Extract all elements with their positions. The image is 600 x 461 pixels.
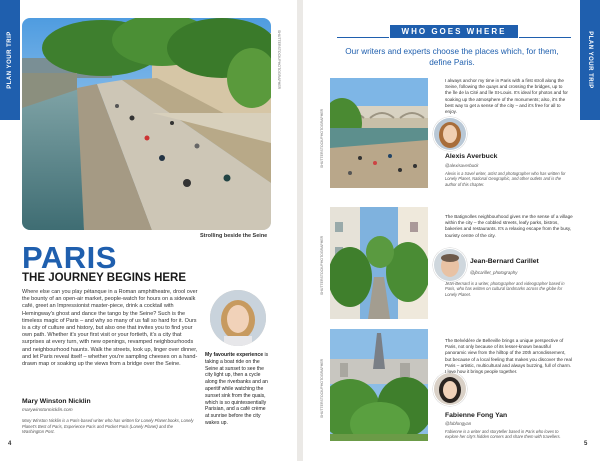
photo-credit: SHUTTERSTOCK/PHOTOGRAPHER — [320, 358, 324, 418]
person-text-alexis: I always anchor my time in Paris with a first stroll along the Seine, following the quays and crossing the bridges, up to the Île de la Cité and Île St-Louis. It's ideal for photos and for soaking up the atmosphere of the monuments; also, it's the best way to get a sense of the city – and it's free for all to enjoy. — [445, 78, 568, 115]
hero-photo-seine — [22, 18, 271, 230]
section-intro: Our writers and experts choose the places which, for them, define Paris. — [345, 47, 559, 67]
side-tab-right — [580, 0, 600, 120]
person-text-fabienne: The Belvédère de Belleville brings a unique perspective of Paris, not only because of its lesser-known beautiful panoramic view from the hilltop of the 20th arrondissement, but because of a local feeling that makes you discover the real Paris – artistic, multicultural and always buzzing, full of charm. I love how it brings people together. — [445, 338, 572, 375]
favourite-quote — [205, 352, 271, 427]
photo-batignolles-street — [330, 207, 428, 319]
side-tab-label: PLAN YOUR TRIP — [7, 31, 13, 89]
side-tab-left — [0, 0, 20, 120]
page-number-left: 4 — [8, 441, 12, 447]
side-tab-label: PLAN YOUR TRIP — [587, 31, 593, 89]
portrait-fabienne — [433, 372, 467, 406]
quote-label: My favourite experience — [205, 352, 264, 358]
person-bio-fabienne: Fabienne is a writer and storyteller based in Paris who loves to explore her city's hidden corners and share them with travellers. — [445, 429, 561, 440]
photo-credit: SHUTTERSTOCK/PHOTOGRAPHER — [320, 235, 324, 295]
person-site-jean-bernard: @jbcarillet_photography — [470, 270, 518, 275]
photo-belleville-view — [330, 329, 428, 441]
person-text-jean-bernard: The Batignolles neighbourhood gives me the sense of a village within the city – the cobbled streets, leafy parks, bistros, bakeries and restaurants. It's a relaxing escape from the busy, touristy centre of the city. — [445, 214, 573, 238]
page-title: PARIS — [22, 240, 117, 275]
photo-caption: Strolling beside the Seine — [200, 233, 268, 239]
page-subtitle: THE JOURNEY BEGINS HERE — [22, 272, 187, 284]
person-name-alexis: Alexis Averbuck — [445, 153, 498, 160]
photo-seine-quays — [330, 78, 428, 188]
person-bio-alexis: Alexis is a travel writer, artist and photographer who has written for Lonely Planet, National Geographic, and other outlets and is the author of this chapter. — [445, 171, 566, 187]
page-number-right: 5 — [584, 441, 588, 447]
intro-paragraph: Where else can you play pétanque in a Roman amphitheatre, drool over the bounty of an open-air market, people-watch for hours on a sidewalk café, greet an Impressionist master-piece, drink a cocktail with Hemingway's ghost and dance the tango by the Seine? Such is the timeless magic of Paris – and why so many of us fall so hard for it. Ours is a city of culture and history, but also one that invites you to find your own path. Whether it's your first visit or your fortieth, it's a city that surprises at every turn, with new openings, revamped neighbourhoods and neighbourhood haunts. Walk the streets, look up, linger over dinner, and let Paris reveal itself – whether you're sampling cheeses on a hand-drawn map or soaking up the views from a bridge over the Seine. — [22, 289, 198, 368]
section-heading: WHO GOES WHERE — [390, 25, 518, 38]
person-site-fabienne: @fabfongyan — [445, 421, 472, 426]
person-name-jean-bernard: Jean-Bernard Carillet — [470, 258, 539, 265]
heading-rule-left — [337, 37, 389, 38]
author-site: marywinstonnicklin.com — [22, 408, 73, 413]
author-bio: Mary Winston Nicklin is a Paris-based writer who has written for Lonely Planet books, Lonely Planet's Best of Paris, Experience Paris and Pocket Paris (Lonely Planet) and the Washington Post. — [22, 418, 194, 435]
left-page — [0, 0, 297, 461]
heading-rule-right — [519, 37, 571, 38]
portrait-alexis — [433, 117, 467, 151]
photo-credit: SHUTTERSTOCK/PHOTOGRAPHER — [320, 108, 324, 168]
author-portrait — [210, 290, 266, 346]
person-bio-jean-bernard: Jean-Bernard is a writer, photographer and videographer based in Paris, who has written on cultural landmarks across the globe for Lonely Planet. — [445, 281, 565, 297]
portrait-jean-bernard — [433, 248, 467, 282]
author-name: Mary Winston Nicklin — [22, 398, 91, 405]
person-name-fabienne: Fabienne Fong Yan — [445, 412, 508, 419]
photo-credit: SHUTTERSTOCK/PHOTOGRAPHER — [277, 30, 281, 90]
person-site-alexis: @alexisaverbuck — [445, 163, 479, 168]
quote-text: is taking a boat ride on the Seine at sunset to see the city light up, then a cycle along the riverbanks and an aperitif while watching the sunset sink from the quais, which is so quintessentially Parisian, and a café crème at sunrise before the city wakes up. — [205, 352, 269, 426]
